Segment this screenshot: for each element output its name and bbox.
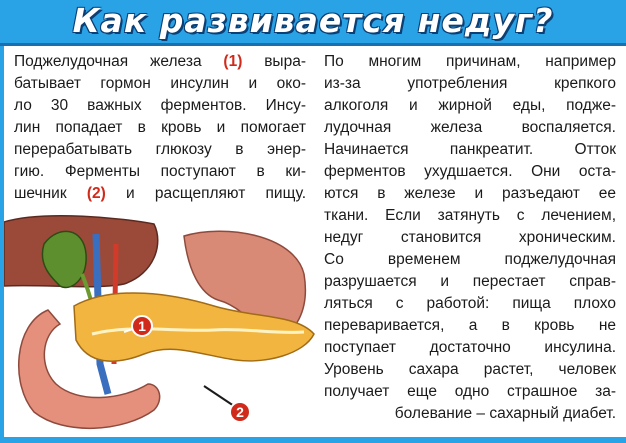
text-line: разрушается и перестает справ- [324,273,616,290]
text-line: ло 30 важных ферментов. Инсу- [14,97,306,114]
bottom-border [0,437,626,443]
marker-2-ref: (2) [86,185,106,202]
text-line: ферментов ухудшается. Они оста- [324,163,616,180]
text-line: Начинается панкреатит. Отток [324,141,616,158]
text-line: батывает гормон инсулин и око- [14,75,306,92]
text-line: алкоголя и жирной еды, подже- [324,97,616,114]
text-line: недуг становится хроническим. [324,229,616,246]
text-line: Со временем поджелудочная [324,251,616,268]
text-line: получает еще одно страшное за- [324,383,616,400]
text-line: Уровень сахара растет, человек [324,361,616,378]
text-line: гию. Ферменты поступают в ки- [14,163,306,180]
text-line: поступает достаточно инсулина. [324,339,616,356]
left-column-text [14,51,306,205]
text-line: переваривается, а в кровь не [324,317,616,334]
marker-1-label: 1 [138,318,146,334]
text-line: болевание – сахарный диабет. [394,405,616,422]
text-line: ткани. Если затянуть с лечением, [324,207,616,224]
text-line: По многим причинам, например [324,53,616,70]
right-column-text [324,51,616,425]
marker-2-label: 2 [236,404,244,420]
text-line: ются в железе и разъедают ее [324,185,616,202]
marker-1-ref: (1) [223,53,243,70]
text-line: ляться с работой: пища плохо [324,295,616,312]
text-line: шечник (2) и расщепляют пищу. [14,185,307,202]
pancreas-illustration [4,214,316,437]
header-banner [0,0,626,46]
text-line: Поджелудочная железа (1) выра- [14,53,306,70]
text-line: лин попадает в кровь и помогает [14,119,306,136]
text-line: из-за употребления крепкого [324,75,616,92]
article-title: Как развивается недуг? [72,1,554,40]
text-line: лудочная железа воспаляется. [324,119,616,136]
text-line: перерабатывать глюкозу в энер- [14,141,306,158]
